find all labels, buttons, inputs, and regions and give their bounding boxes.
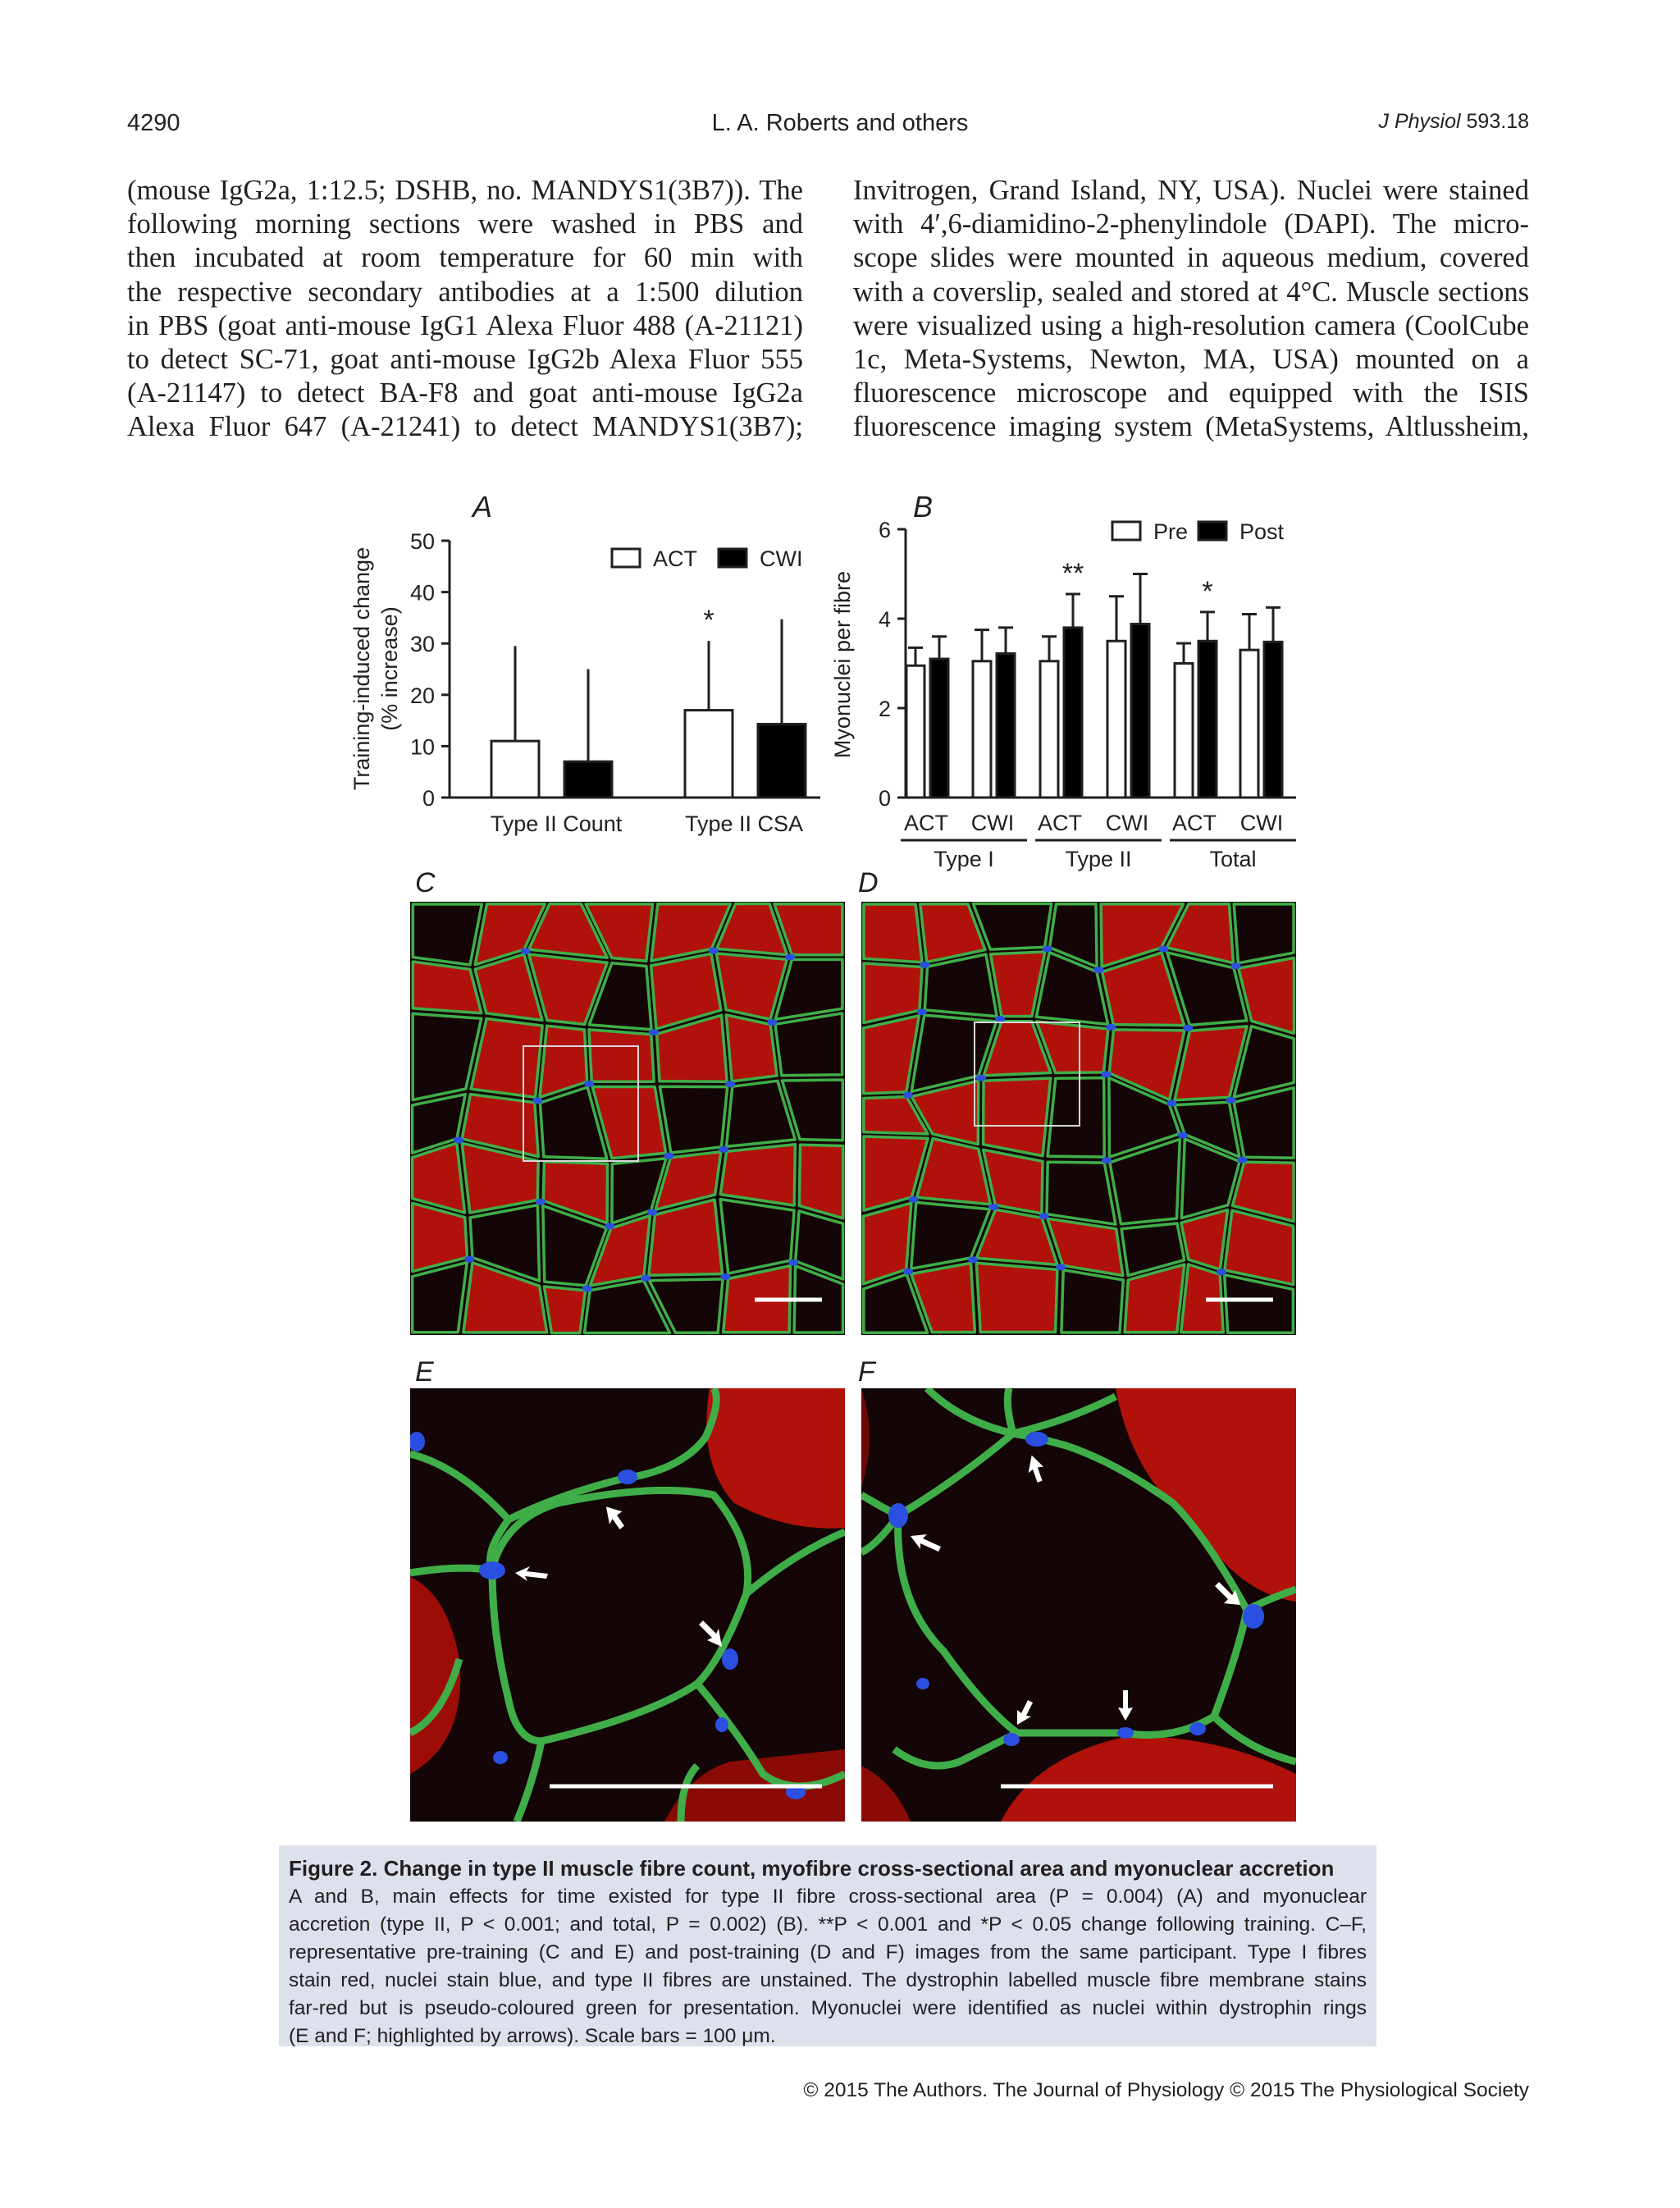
nucleus	[647, 1209, 657, 1216]
panel-label-c: C	[415, 867, 436, 898]
nucleus	[1178, 1131, 1188, 1138]
x-group-label: Type II	[1065, 847, 1132, 871]
x-group-label: Total	[1209, 847, 1257, 871]
y-tick-label: 0	[422, 786, 435, 811]
body-line: 1c, Meta-Systems, Newton, MA, USA) mounted on a	[853, 344, 1529, 376]
significance-marker: *	[1202, 575, 1213, 607]
type-i-fibre	[413, 962, 482, 1013]
body-line: then incubated at room temperature for 60 min with	[127, 242, 803, 274]
type-ii-fibre	[1047, 1162, 1116, 1224]
nucleus	[521, 948, 531, 954]
nucleus	[582, 1286, 592, 1292]
nucleus	[1106, 1024, 1116, 1031]
nucleus	[584, 1081, 594, 1087]
figure-caption	[279, 1845, 1376, 2046]
body-line: fluorescence microscope and equipped with the ISIS	[853, 377, 1529, 409]
nucleus	[641, 1275, 651, 1282]
type-ii-fibre	[720, 1200, 794, 1273]
body-line: fluorescence imaging system (MetaSystems, Altlussheim,	[853, 411, 1529, 443]
y-tick-label: 20	[409, 683, 435, 708]
y-tick-label: 2	[878, 697, 891, 721]
nucleus	[709, 948, 719, 954]
nucleus	[719, 1146, 728, 1153]
caption-line: accretion (type II, P < 0.001; and total, P = 0.002) (B). **P < 0.001 and *P < 0.05 change following training. C–F,	[289, 1913, 1367, 1936]
nucleus	[605, 1223, 614, 1229]
y-tick-label: 50	[409, 529, 435, 554]
body-line: (mouse IgG2a, 1:12.5; DSHB, no. MANDYS1(3B7)). The	[127, 175, 803, 206]
nucleus	[1166, 1100, 1176, 1107]
legend-label: CWI	[760, 546, 803, 571]
caption-title: Figure 2. Change in type II muscle fibre count, myofibre cross-sectional area and myonuclear accretion	[289, 1856, 1335, 1881]
journal-issue: 593.18	[1466, 110, 1529, 133]
y-tick-label: 6	[878, 518, 891, 542]
x-category-label: CWI	[970, 811, 1015, 835]
micrograph-d-post-training	[861, 902, 1296, 1335]
nucleus	[1237, 1157, 1247, 1163]
nucleus	[1217, 1269, 1226, 1275]
nucleus	[1101, 1071, 1111, 1077]
type-ii-fibre	[1048, 1078, 1104, 1157]
nucleus	[1039, 1213, 1049, 1219]
type-i-fibre	[544, 1287, 585, 1333]
nucleus	[1102, 1157, 1112, 1163]
nucleus	[788, 1259, 798, 1266]
type-i-fibre	[976, 1263, 1057, 1332]
nucleus	[1043, 946, 1052, 953]
y-axis-label: Training-induced change	[349, 546, 374, 791]
nucleus	[464, 1256, 474, 1263]
nucleus	[454, 1137, 463, 1144]
x-category-label: ACT	[904, 811, 948, 835]
caption-line: (E and F; highlighted by arrows). Scale bars = 100 μm.	[289, 2025, 776, 2047]
legend-label: ACT	[653, 546, 697, 571]
copyright-footer: © 2015 The Authors. The Journal of Physiology © 2015 The Physiological Society	[803, 2079, 1529, 2101]
nucleus	[720, 1273, 730, 1280]
caption-line: representative pre-training (C and E) and post-training (D and F) images from the same participant. Type I fibres	[289, 1941, 1367, 1963]
micrograph-f-post-training-zoom	[861, 1388, 1296, 1822]
body-line: were visualized using a high-resolution camera (CoolCube	[853, 309, 1529, 341]
nucleus	[1056, 1264, 1066, 1270]
nucleus	[903, 1269, 913, 1275]
type-i-fibre	[589, 1030, 654, 1081]
caption-line: A and B, main effects for time existed for type II fibre cross-sectional area (P = 0.004) (A) and myonuclear	[289, 1886, 1367, 1908]
y-tick-label: 40	[409, 580, 435, 606]
type-ii-fibre	[660, 1086, 727, 1153]
x-category-label: CWI	[1105, 811, 1149, 835]
panel-label-e: E	[415, 1356, 434, 1387]
x-category-label: Type II CSA	[684, 811, 804, 836]
nucleus	[988, 1204, 998, 1210]
page-number: 4290	[127, 110, 180, 136]
body-line: with a coverslip, sealed and stored at 4°C. Muscle sections	[853, 276, 1529, 308]
body-line: (A-21147) to detect BA-F8 and goat anti-mouse IgG2a	[127, 377, 803, 409]
nucleus	[767, 1019, 777, 1026]
nucleus	[1183, 1025, 1193, 1031]
type-i-fibre	[720, 1145, 795, 1205]
significance-marker: **	[1061, 558, 1084, 590]
x-group-label: Type I	[934, 847, 994, 871]
nucleus	[903, 1092, 913, 1099]
nucleus	[536, 1199, 546, 1205]
x-category-label: Type II Count	[490, 811, 623, 836]
nucleus	[785, 953, 795, 960]
nucleus	[1231, 962, 1241, 969]
type-ii-fibre	[924, 954, 997, 1017]
x-category-label: ACT	[1172, 811, 1217, 835]
significance-marker: *	[703, 605, 714, 637]
y-tick-label: 30	[409, 632, 435, 657]
caption-line: stain red, nuclei stain blue, and type II fibres are unstained. The dystrophin labelled muscle fibre membrane stains	[289, 1969, 1367, 1991]
type-i-fibre	[799, 1145, 842, 1218]
body-line: to detect SC-71, goat anti-mouse IgG2b Alexa Fluor 555	[127, 344, 803, 376]
nucleus	[664, 1153, 673, 1159]
nucleus	[1226, 1097, 1236, 1104]
caption-line: far-red but is pseudo-coloured green for presentation. Myonuclei were identified as nuclei within dystrophin rings	[289, 1997, 1367, 2019]
nucleus	[649, 1029, 659, 1035]
nucleus	[532, 1097, 542, 1104]
y-axis-label: (% increase)	[377, 606, 402, 731]
type-ii-fibre	[775, 1013, 842, 1076]
type-ii-fibre	[1234, 904, 1294, 963]
nucleus	[976, 1075, 986, 1081]
nucleus	[920, 962, 929, 968]
nucleus	[1158, 946, 1168, 953]
micrograph-c-pre-training	[410, 902, 845, 1335]
panel-label-d: D	[858, 867, 879, 898]
type-ii-fibre	[413, 904, 482, 965]
legend-label: Pre	[1153, 519, 1189, 544]
nucleus	[995, 1016, 1005, 1022]
panel-label-f: F	[858, 1356, 875, 1387]
nucleus	[968, 1256, 978, 1263]
type-i-fibre	[984, 1078, 1051, 1156]
legend-label: Post	[1239, 519, 1285, 544]
nucleus	[1093, 967, 1103, 973]
y-axis-label: Myonuclei per fibre	[830, 570, 855, 759]
nucleus	[917, 1008, 927, 1015]
panel-label-b: B	[913, 490, 934, 523]
nucleus	[725, 1081, 735, 1087]
body-line: Alexa Fluor 647 (A-21241) to detect MANDYS1(3B7);	[127, 411, 803, 443]
micrograph-e-pre-training-zoom	[410, 1388, 845, 1822]
y-tick-label: 0	[878, 786, 891, 811]
body-line: in PBS (goat anti-mouse IgG1 Alexa Fluor 488 (A-21121)	[127, 309, 803, 341]
nucleus	[909, 1196, 919, 1203]
body-line: scope slides were mounted in aqueous medium, covered	[853, 242, 1529, 274]
x-category-label: CWI	[1239, 811, 1284, 835]
panel-label-a: A	[472, 490, 493, 523]
body-line: following morning sections were washed in PBS and	[127, 208, 803, 240]
body-line: with 4′,6-diamidino-2-phenylindole (DAPI). The micro-	[853, 208, 1529, 240]
y-tick-label: 4	[878, 607, 891, 632]
type-i-fibre	[864, 904, 922, 962]
body-line: the respective secondary antibodies at a 1:500 dilution	[127, 276, 803, 308]
y-tick-label: 10	[409, 734, 435, 760]
body-line: Invitrogen, Grand Island, NY, USA). Nuclei were stained	[853, 175, 1529, 206]
journal-name: J Physiol	[1378, 110, 1461, 133]
x-category-label: ACT	[1038, 811, 1082, 835]
type-ii-fibre	[1061, 1270, 1123, 1333]
running-authors: L. A. Roberts and others	[711, 110, 969, 136]
type-ii-fibre	[413, 1263, 468, 1333]
